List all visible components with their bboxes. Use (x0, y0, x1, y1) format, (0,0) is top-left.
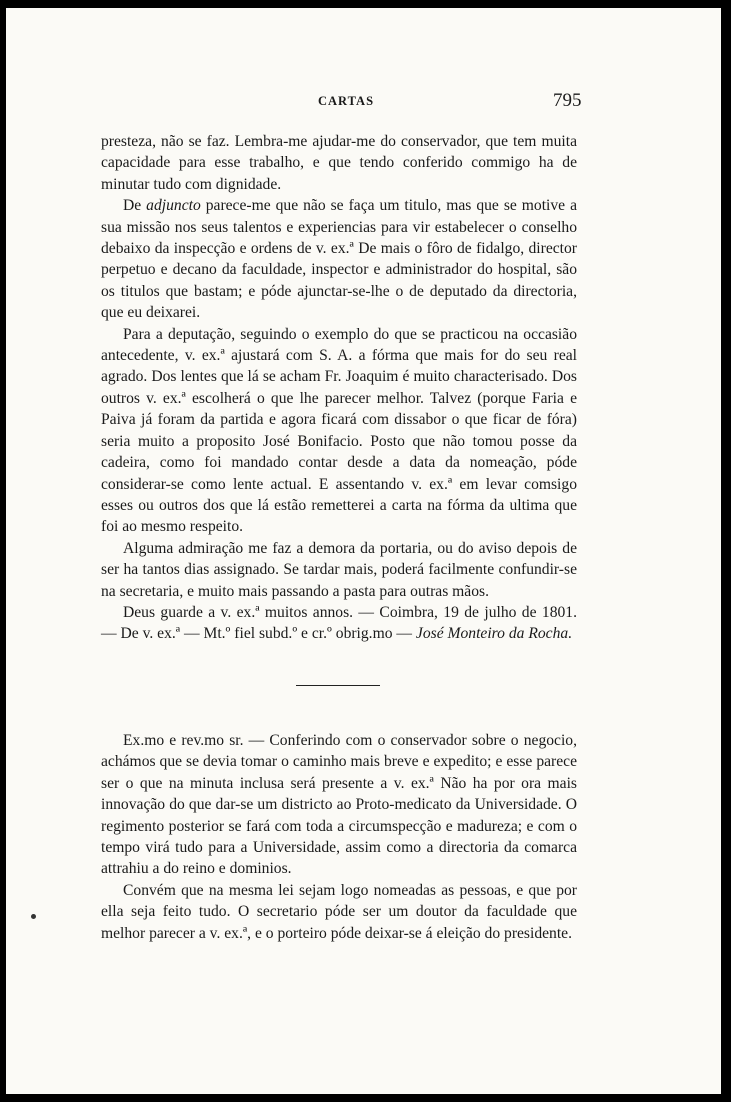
book-page (6, 8, 721, 1094)
paragraph-2-prefix: De (123, 197, 147, 215)
paragraph-2-italic-term: adjuncto (146, 197, 201, 215)
letter-1-closing (101, 602, 577, 645)
closing-text: Deus guarde a v. ex.ª muitos annos. — Coimbra, 19 de julho de 1801. — De v. ex.ª — Mt.º fiel subd.º e cr.º obrig.mo — (101, 603, 577, 643)
letter-1-paragraph-1: presteza, não se faz. Lembra-me ajudar-me do conservador, que tem muita capacidade para esse trabalho, e que tendo conferido commigo ha de minutar tudo com dignidade. (101, 133, 577, 193)
paragraph-2-rest: parece-me que não se faça um titulo, mas que se motive a sua missão nos seus talentos e experiencias para vir estabelecer o conselho debaixo da inspecção e ordens de v. ex.ª De mais o fôro de fidalgo, director perpetuo e decano da faculdade, inspector e administrador do hospital, são os titulos que bastam; e póde ajunctar-se-lhe o de deputado da directoria, que eu deixarei. (101, 197, 577, 322)
page-header (6, 90, 721, 116)
section-divider (296, 685, 380, 686)
letter-1 (101, 131, 577, 645)
running-title: CARTAS (318, 94, 375, 108)
letter-2-paragraph-1: Ex.mo e rev.mo sr. — Conferindo com o conservador sobre o negocio, achámos que se devia tomar o caminho mais breve e expedito; e esse parece ser o que na minuta inclusa será presente a v. ex.ª Não ha por ora mais innovação do que dar-se um districto ao Proto-medicato da Universidade. O regimento posterior se fará com toda a circumspecção e madureza; e com o tempo virá tudo para a Universidade, assim como a directoria da comarca attrahiu a do reino e dominios. (101, 732, 577, 878)
signature: José Monteiro da Rocha. (415, 625, 573, 643)
page-number: 795 (553, 90, 582, 111)
letter-1-paragraph-4: Alguma admiração me faz a demora da portaria, ou do aviso depois de ser ha tantos dias assignado. Se tardar mais, poderá facilmente confundir-se na secretaria, e muito mais passando a pasta para outras mãos. (101, 539, 577, 600)
letter-1-paragraph-2 (101, 195, 577, 323)
margin-mark (31, 914, 36, 919)
letter-2-paragraph-2: Convém que na mesma lei sejam logo nomeadas as pessoas, e que por ella seja feito tudo. O secretario póde ser um doutor da faculdade que melhor parecer a v. ex.ª, e o porteiro póde deixar-se á eleição do presidente. (101, 881, 577, 942)
letter-2 (101, 730, 577, 944)
letter-1-paragraph-3: Para a deputação, seguindo o exemplo do que se practicou na occasião antecedente, v. ex.ª ajustará com S. A. a fórma que mais for do seu real agrado. Dos lentes que lá se acham Fr. Joaquim é muito characterisado. Dos outros v. ex.ª escolherá o que lhe parecer melhor. Talvez (porque Faria e Paiva já foram da partida e agora ficará com dissabor o que ficar de fóra) seria muito a proposito José Bonifacio. Posto que não tomou posse da cadeira, como foi mandado contar desde a data da nomeação, póde considerar-se como lente actual. E assentando v. ex.ª em levar comsigo esses ou outros dos que lá estão remetterei a carta na fórma da ultima que foi ao mesmo respeito. (101, 325, 577, 536)
